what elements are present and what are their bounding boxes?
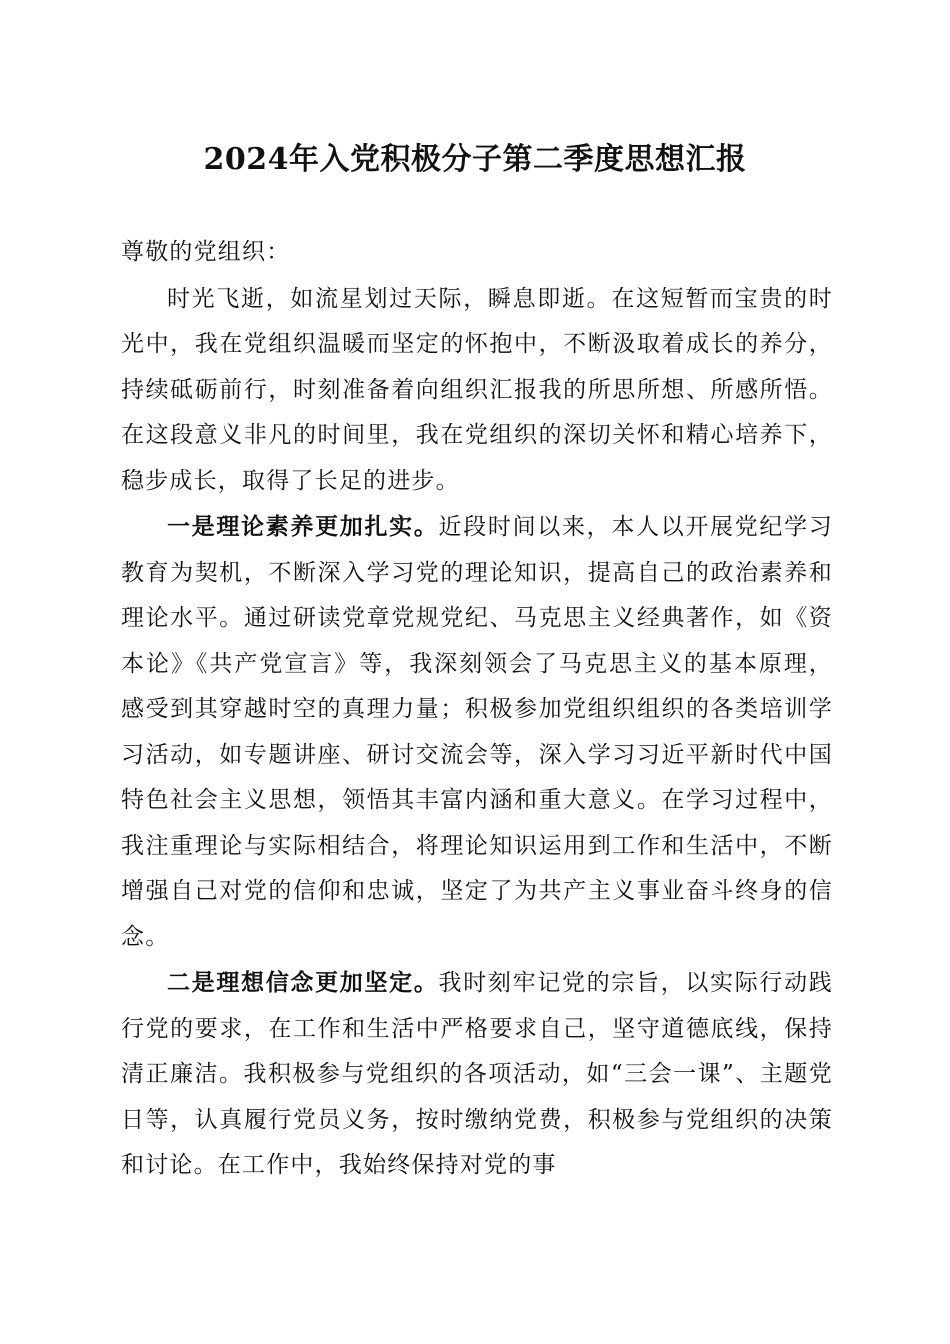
paragraph-text: 时光飞逝，如流星划过天际，瞬息即逝。在这短暂而宝贵的时光中，我在党组织温暖而坚定的怀抱中，不断汲取着成长的养分，持续砥砺前行，时刻准备着向组织汇报我的所思所想、所感所悟。在这段意义非凡的时间里，我在党组织的深切关怀和精心培养下，稳步成长，取得了长足的进步。 bbox=[121, 285, 833, 494]
paragraph-belief bbox=[121, 960, 833, 1189]
paragraph-text: 近段时间以来，本人以开展党纪学习教育为契机，不断深入学习党的理论知识，提高自己的政治素养和理论水平。通过研读党章党规党纪、马克思主义经典著作，如《资本论》《共产党宣言》等，我深刻领会了马克思主义的基本原理，感受到其穿越时空的真理力量；积极参加党组织组织的各类培训学习活动，如专题讲座、研讨交流会等，深入学习习近平新时代中国特色社会主义思想，领悟其丰富内涵和重大意义。在学习过程中，我注重理论与实际相结合，将理论知识运用到工作和生活中，不断增强自己对党的信仰和忠诚，坚定了为共产主义事业奋斗终身的信念。 bbox=[121, 514, 833, 950]
paragraph-theory bbox=[121, 504, 833, 960]
paragraph-lead: 一是理论素养更加扎实。 bbox=[167, 513, 439, 540]
paragraph-lead: 二是理想信念更加坚定。 bbox=[167, 969, 439, 996]
document-body bbox=[121, 230, 833, 1189]
salutation: 尊敬的党组织： bbox=[121, 239, 291, 265]
paragraph-intro bbox=[121, 276, 833, 505]
document-title: 2024年入党积极分子第二季度思想汇报 bbox=[203, 142, 747, 177]
paragraph-text: 我时刻牢记党的宗旨，以实际行动践行党的要求，在工作和生活中严格要求自己，坚守道德底线，保持清正廉洁。我积极参与党组织的各项活动，如“三会一课”、主题党日等，认真履行党员义务，按时缴纳党费，积极参与党组织的决策和讨论。在工作中，我始终保持对党的事 bbox=[121, 970, 833, 1178]
